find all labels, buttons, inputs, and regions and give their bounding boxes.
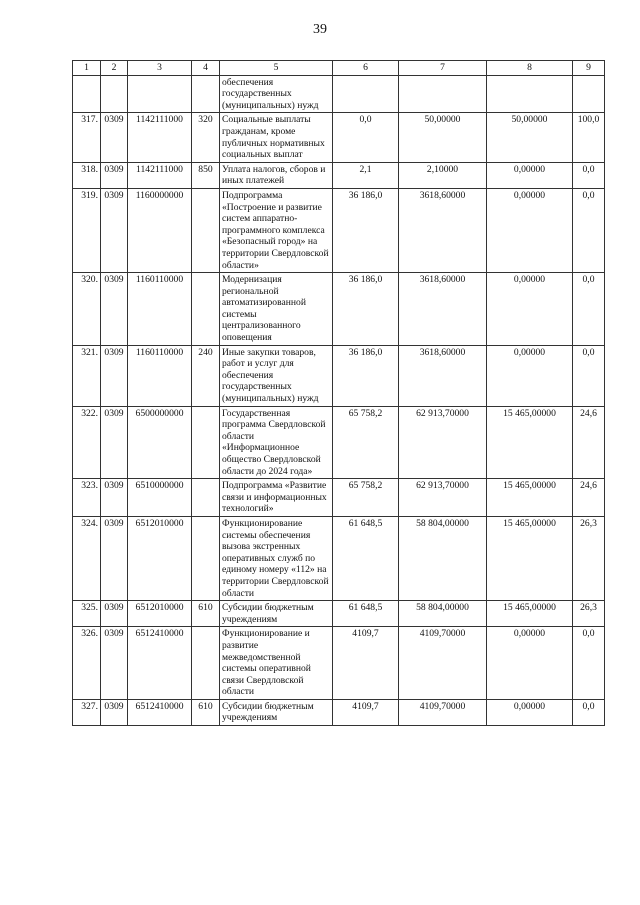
expense-type-cell: 610 <box>192 699 220 725</box>
approved-amount-cell: 36 186,0 <box>333 273 399 346</box>
row-number-cell <box>73 75 101 113</box>
approved-amount-cell: 0,0 <box>333 113 399 162</box>
page-number: 39 <box>313 22 327 37</box>
percent-cell: 0,0 <box>573 627 605 700</box>
expense-type-cell: 850 <box>192 162 220 188</box>
percent-cell <box>573 75 605 113</box>
approved-amount-cell: 65 758,2 <box>333 479 399 517</box>
target-code-cell: 6510000000 <box>128 479 192 517</box>
executed-amount-cell: 15 465,00000 <box>487 601 573 627</box>
item-name-cell: Иные закупки товаров, работ и услуг для обеспечения государственных (муниципальных) нужд <box>220 345 333 406</box>
expense-type-cell <box>192 479 220 517</box>
target-code-cell: 1160110000 <box>128 273 192 346</box>
planned-amount-cell: 58 804,00000 <box>399 601 487 627</box>
column-header: 4 <box>192 61 220 76</box>
executed-amount-cell: 0,00000 <box>487 273 573 346</box>
planned-amount-cell: 3618,60000 <box>399 188 487 272</box>
section-code-cell: 0309 <box>101 406 128 479</box>
row-number-cell: 324. <box>73 516 101 600</box>
planned-amount-cell: 50,00000 <box>399 113 487 162</box>
table-body <box>73 75 605 725</box>
column-header: 9 <box>573 61 605 76</box>
section-code-cell: 0309 <box>101 113 128 162</box>
planned-amount-cell: 3618,60000 <box>399 345 487 406</box>
percent-cell: 24,6 <box>573 406 605 479</box>
section-code-cell: 0309 <box>101 516 128 600</box>
section-code-cell: 0309 <box>101 699 128 725</box>
executed-amount-cell <box>487 75 573 113</box>
row-number-cell: 319. <box>73 188 101 272</box>
planned-amount-cell: 3618,60000 <box>399 273 487 346</box>
section-code-cell <box>101 75 128 113</box>
column-header: 7 <box>399 61 487 76</box>
table-row <box>73 113 605 162</box>
table-row <box>73 75 605 113</box>
table-row <box>73 516 605 600</box>
percent-cell: 0,0 <box>573 162 605 188</box>
executed-amount-cell: 0,00000 <box>487 162 573 188</box>
executed-amount-cell: 15 465,00000 <box>487 516 573 600</box>
expense-type-cell: 240 <box>192 345 220 406</box>
column-header: 3 <box>128 61 192 76</box>
section-code-cell: 0309 <box>101 273 128 346</box>
target-code-cell <box>128 75 192 113</box>
approved-amount-cell <box>333 75 399 113</box>
planned-amount-cell: 2,10000 <box>399 162 487 188</box>
approved-amount-cell: 2,1 <box>333 162 399 188</box>
section-code-cell: 0309 <box>101 601 128 627</box>
executed-amount-cell: 0,00000 <box>487 188 573 272</box>
approved-amount-cell: 65 758,2 <box>333 406 399 479</box>
column-header: 2 <box>101 61 128 76</box>
table-row <box>73 162 605 188</box>
approved-amount-cell: 4109,7 <box>333 627 399 700</box>
target-code-cell: 6500000000 <box>128 406 192 479</box>
percent-cell: 24,6 <box>573 479 605 517</box>
planned-amount-cell: 62 913,70000 <box>399 406 487 479</box>
item-name-cell: Подпрограмма «Развитие связи и информационных технологий» <box>220 479 333 517</box>
approved-amount-cell: 36 186,0 <box>333 188 399 272</box>
target-code-cell: 1160110000 <box>128 345 192 406</box>
item-name-cell: Социальные выплаты гражданам, кроме публичных нормативных социальных выплат <box>220 113 333 162</box>
row-number-cell: 325. <box>73 601 101 627</box>
executed-amount-cell: 0,00000 <box>487 699 573 725</box>
executed-amount-cell: 15 465,00000 <box>487 479 573 517</box>
planned-amount-cell <box>399 75 487 113</box>
percent-cell: 0,0 <box>573 188 605 272</box>
item-name-cell: Субсидии бюджетным учреждениям <box>220 699 333 725</box>
item-name-cell: Субсидии бюджетным учреждениям <box>220 601 333 627</box>
percent-cell: 26,3 <box>573 601 605 627</box>
section-code-cell: 0309 <box>101 479 128 517</box>
executed-amount-cell: 15 465,00000 <box>487 406 573 479</box>
row-number-cell: 317. <box>73 113 101 162</box>
item-name-cell: Функционирование и развитие межведомственной системы оперативной связи Свердловской области <box>220 627 333 700</box>
percent-cell: 100,0 <box>573 113 605 162</box>
approved-amount-cell: 61 648,5 <box>333 601 399 627</box>
item-name-cell: Модернизация региональной автоматизированной системы централизованного оповещения <box>220 273 333 346</box>
row-number-cell: 323. <box>73 479 101 517</box>
table-header-row <box>73 61 605 76</box>
target-code-cell: 6512410000 <box>128 627 192 700</box>
section-code-cell: 0309 <box>101 345 128 406</box>
row-number-cell: 322. <box>73 406 101 479</box>
planned-amount-cell: 4109,70000 <box>399 699 487 725</box>
planned-amount-cell: 4109,70000 <box>399 627 487 700</box>
percent-cell: 0,0 <box>573 699 605 725</box>
item-name-cell: Уплата налогов, сборов и иных платежей <box>220 162 333 188</box>
approved-amount-cell: 61 648,5 <box>333 516 399 600</box>
expense-type-cell: 610 <box>192 601 220 627</box>
executed-amount-cell: 50,00000 <box>487 113 573 162</box>
planned-amount-cell: 62 913,70000 <box>399 479 487 517</box>
table-row <box>73 627 605 700</box>
item-name-cell: Подпрограмма «Построение и развитие систем аппаратно-программного комплекса «Безопасный город» на территории Свердловской области» <box>220 188 333 272</box>
table-row <box>73 601 605 627</box>
table-row <box>73 699 605 725</box>
percent-cell: 26,3 <box>573 516 605 600</box>
target-code-cell: 6512010000 <box>128 516 192 600</box>
planned-amount-cell: 58 804,00000 <box>399 516 487 600</box>
expense-type-cell <box>192 188 220 272</box>
row-number-cell: 321. <box>73 345 101 406</box>
expense-type-cell: 320 <box>192 113 220 162</box>
percent-cell: 0,0 <box>573 273 605 346</box>
target-code-cell: 6512410000 <box>128 699 192 725</box>
table-row <box>73 479 605 517</box>
target-code-cell: 6512010000 <box>128 601 192 627</box>
table-row <box>73 188 605 272</box>
expense-type-cell <box>192 75 220 113</box>
approved-amount-cell: 36 186,0 <box>333 345 399 406</box>
column-header: 1 <box>73 61 101 76</box>
row-number-cell: 318. <box>73 162 101 188</box>
expense-type-cell <box>192 406 220 479</box>
expense-type-cell <box>192 273 220 346</box>
expense-type-cell <box>192 516 220 600</box>
percent-cell: 0,0 <box>573 345 605 406</box>
item-name-cell: Функционирование системы обеспечения вызова экстренных оперативных служб по единому номеру «112» на территории Свердловской области <box>220 516 333 600</box>
target-code-cell: 1142111000 <box>128 113 192 162</box>
budget-table <box>72 60 605 726</box>
column-header: 5 <box>220 61 333 76</box>
section-code-cell: 0309 <box>101 627 128 700</box>
target-code-cell: 1160000000 <box>128 188 192 272</box>
column-header: 8 <box>487 61 573 76</box>
row-number-cell: 320. <box>73 273 101 346</box>
approved-amount-cell: 4109,7 <box>333 699 399 725</box>
target-code-cell: 1142111000 <box>128 162 192 188</box>
table-row <box>73 406 605 479</box>
section-code-cell: 0309 <box>101 188 128 272</box>
executed-amount-cell: 0,00000 <box>487 627 573 700</box>
executed-amount-cell: 0,00000 <box>487 345 573 406</box>
item-name-cell: Государственная программа Свердловской области «Информационное общество Свердловской области до 2024 года» <box>220 406 333 479</box>
table-row <box>73 345 605 406</box>
row-number-cell: 326. <box>73 627 101 700</box>
row-number-cell: 327. <box>73 699 101 725</box>
expense-type-cell <box>192 627 220 700</box>
item-name-cell: обеспечения государственных (муниципальных) нужд <box>220 75 333 113</box>
table-row <box>73 273 605 346</box>
section-code-cell: 0309 <box>101 162 128 188</box>
column-header: 6 <box>333 61 399 76</box>
